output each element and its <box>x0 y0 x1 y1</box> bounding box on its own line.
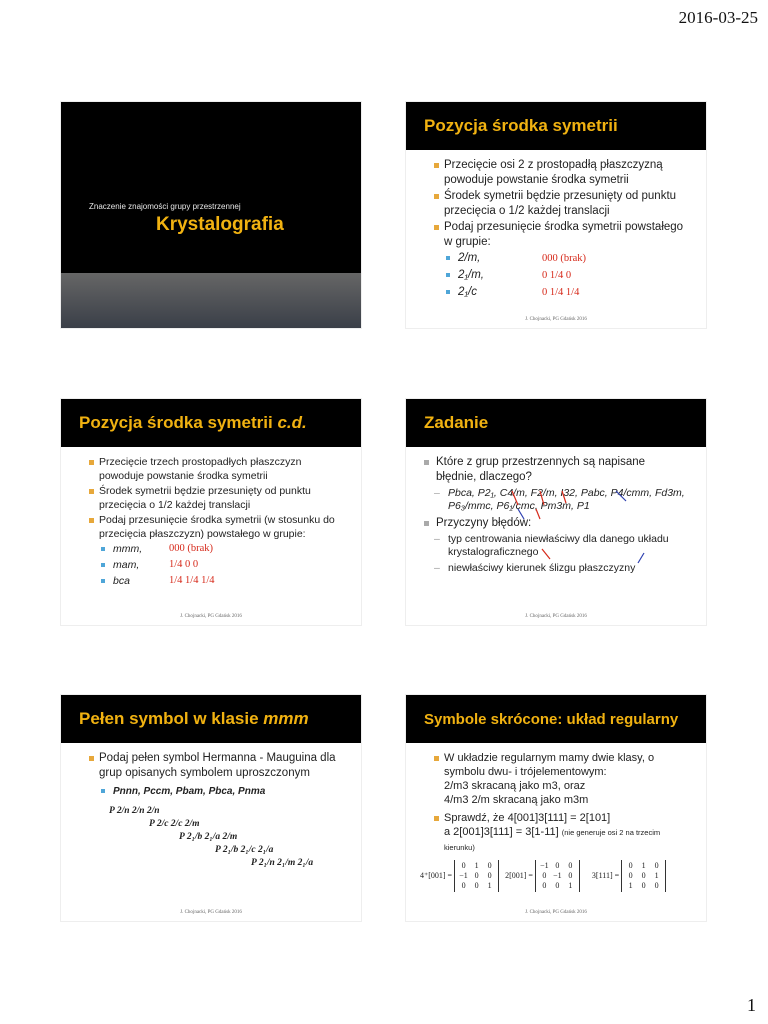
bullet-line: a 2[001]3[111] = 3[1-11] <box>444 826 559 838</box>
answer-value: 000 (brak) <box>542 253 587 264</box>
sub-bullet <box>446 285 688 300</box>
sub-bullet <box>101 542 343 556</box>
matrix-3: 0 1 0 0 0 1 1 0 0 <box>621 860 666 892</box>
reasons-bullet: Przyczyny błędów: <box>424 516 688 531</box>
bullet-line: Sprawdź, że 4[001]3[111] = 2[101] <box>444 812 611 824</box>
bullet: Środek symetrii będzie przesunięty od punktu przecięcia o 1/2 każdej translacji <box>89 484 343 512</box>
slide-title <box>61 102 361 328</box>
slide-heading: Zadanie <box>424 413 489 432</box>
full-symbol: P 2₁/n 2₁/m 2₁/a <box>251 858 314 868</box>
document-date: 2016-03-25 <box>678 8 758 27</box>
bullet <box>434 811 688 855</box>
slide-heading-italic: c.d. <box>277 413 307 432</box>
sub-bullet <box>446 268 688 283</box>
sub-bullet: Pnnn, Pccm, Pbam, Pbca, Pnma <box>101 784 343 799</box>
slide-heading: Pozycja środka symetrii <box>79 413 273 432</box>
bullet: Przecięcie trzech prostopadłych płaszczyzn powoduje powstanie środka symetrii <box>89 455 343 483</box>
full-symbol: P 2₁/b 2₁/c 2₁/a <box>215 845 274 855</box>
slide-footer: J. Chojnacki, PG Gdańsk 2016 <box>525 317 587 322</box>
bullet: Środek symetrii będzie przesunięty od punktu przecięcia o 1/2 każdej translacji <box>434 189 688 219</box>
slide-heading: Pozycja środka symetrii <box>424 116 618 135</box>
gradient-band <box>61 273 361 328</box>
group-label: 2/m, <box>458 252 481 264</box>
slide-symmetry-center-cd <box>61 399 361 625</box>
slide-symmetry-center <box>406 102 706 328</box>
matrix-4: 0 1 0 −1 0 0 0 0 1 <box>454 860 499 892</box>
title-slide-background <box>61 102 361 328</box>
answer-value: 0 1/4 1/4 <box>542 287 580 298</box>
space-group-list: – Pbca, P2₁, C4/m, F2/m, I32, Pabc, P4/cmm, Fd3m, P6₃/mmc, P6₁/cmc, Pm3m, P1 <box>434 487 688 513</box>
reason-item: – niewłaściwy kierunek ślizgu płaszczyzny <box>434 562 688 575</box>
group-label: 2₁/c <box>458 286 477 298</box>
slide-short-symbols <box>406 695 706 921</box>
slide-heading-italic: mmm <box>263 709 309 728</box>
question-bullet: Które z grup przestrzennych są napisane błędnie, dlaczego? <box>424 455 688 485</box>
matrix-2: −1 0 0 0 −1 0 0 0 1 <box>535 860 580 892</box>
matrix-label: 3[111] = <box>591 871 620 880</box>
bullet: Przecięcie osi 2 z prostopadłą płaszczyzną powoduje powstanie środka symetrii <box>434 158 688 188</box>
slide-subtitle: Znaczenie znajomości grupy przestrzennej <box>89 202 241 211</box>
bullet-text: W układzie regularnym mamy dwie klasy, o symbolu dwu- i trójelementowym: <box>444 752 655 778</box>
slide-header <box>406 695 706 743</box>
page-number: 1 <box>747 995 756 1015</box>
bullet: Podaj przesunięcie środka symetrii powstałego w grupie: <box>434 220 688 250</box>
answer-value: 0 1/4 0 <box>542 270 572 281</box>
bullet: Podaj przesunięcie środka symetrii (w stosunku do przecięcia płaszczyzn) powstałego w grupie: <box>89 513 343 541</box>
matrix-label: 2[001] = <box>505 871 533 880</box>
slide-header <box>61 399 361 447</box>
slide-header <box>61 695 361 743</box>
slide-main-title: Krystalografia <box>156 214 284 235</box>
slide-footer: J. Chojnacki, PG Gdańsk 2016 <box>525 910 587 915</box>
full-symbol: P 2/n 2/n 2/n <box>109 806 160 816</box>
slide-header <box>406 399 706 447</box>
matrix-label: 4⁺[001] = <box>420 871 453 880</box>
slide-full-symbol <box>61 695 361 921</box>
slide-heading: Pełen symbol w klasie <box>79 709 259 728</box>
slide-task <box>406 399 706 625</box>
full-symbol: P 2₁/b 2₁/a 2/m <box>179 832 238 842</box>
sub-bullet <box>101 558 343 572</box>
group-label: mam, <box>113 559 140 571</box>
bullet: Podaj pełen symbol Hermanna - Mauguina dla grup opisanych symbolem uproszczonym <box>89 751 343 781</box>
group-label: bca <box>113 575 130 587</box>
reason-item: – typ centrowania niewłaściwy dla danego układu krystalograficznego <box>434 533 688 559</box>
note: (nie generuje osi 2 na trzecim kierunku) <box>444 828 661 852</box>
answer-value: 1/4 0 0 <box>169 559 199 570</box>
group-label: mmm, <box>113 543 143 555</box>
slide-header <box>406 102 706 150</box>
answer-value: 1/4 1/4 1/4 <box>169 575 215 586</box>
full-symbol: P 2/c 2/c 2/m <box>149 819 200 829</box>
group-label: 2₁/m, <box>458 269 484 281</box>
slide-footer: J. Chojnacki, PG Gdańsk 2016 <box>180 910 242 915</box>
bullet-line: 4/m3 2/m skracaną jako m3m <box>444 794 589 806</box>
bullet <box>434 751 688 807</box>
slide-heading: Symbole skrócone: układ regularny <box>424 710 679 728</box>
slide-footer: J. Chojnacki, PG Gdańsk 2016 <box>180 614 242 619</box>
sub-bullet <box>446 251 688 266</box>
sub-bullet <box>101 574 343 588</box>
matrices <box>420 860 688 892</box>
slide-footer: J. Chojnacki, PG Gdańsk 2016 <box>525 614 587 619</box>
answer-value: 000 (brak) <box>169 543 214 554</box>
bullet-line: 2/m3 skracaną jako m3, oraz <box>444 780 586 792</box>
